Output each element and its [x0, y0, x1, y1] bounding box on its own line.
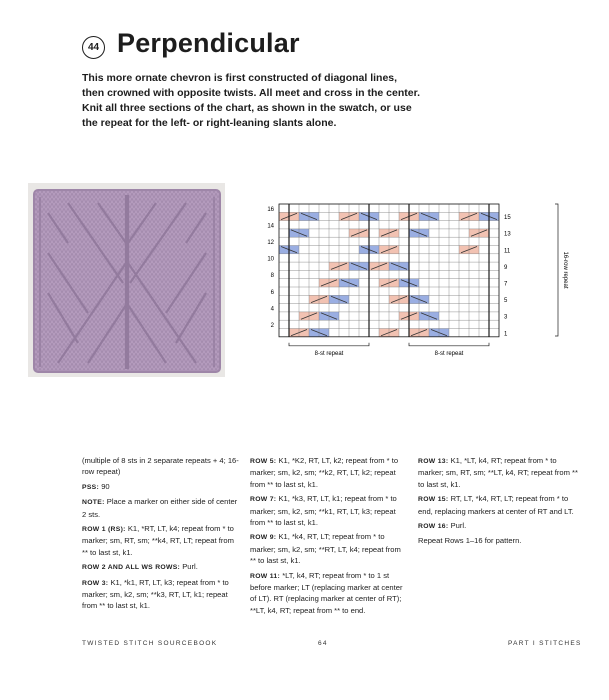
instruction-text: K1, *k1, RT, LT, k3; repeat from * to marker; sm, k2, sm; **k3, RT, LT, k1; repeat from ** to last st, k1.	[82, 577, 229, 611]
repeat-label-left: 8-st repeat	[314, 350, 344, 357]
instruction-label: PSS:	[82, 483, 100, 491]
instruction-text: Repeat Rows 1–16 for pattern.	[418, 536, 522, 546]
instruction-label: ROW 1 (RS):	[82, 526, 126, 534]
instruction-text: K1, *K2, RT, LT, k2; repeat from * to marker; sm, k2, sm; **k2, RT, LT, k2; repeat from ** to last st, k1.	[250, 456, 399, 489]
row-number-left: 8	[270, 273, 274, 280]
instruction-paragraph	[418, 493, 578, 517]
row-number-right: 1	[504, 331, 508, 338]
instructions-column-1	[82, 455, 240, 615]
instruction-label: ROW 15:	[418, 496, 449, 504]
row-number-right: 5	[504, 298, 508, 305]
instruction-label: ROW 3:	[82, 579, 109, 587]
row-number-left: 10	[267, 256, 274, 263]
instruction-paragraph	[82, 496, 240, 520]
row-number-left: 2	[270, 323, 274, 329]
instruction-paragraph	[418, 520, 578, 532]
instruction-paragraph	[250, 493, 408, 528]
instruction-label: ROW 16:	[418, 523, 449, 531]
row-number-left: 16	[267, 206, 274, 213]
instruction-text: *LT, k4, RT; repeat from * to 1 st before marker; LT (replacing marker at center of LT). RT (replacing marker at center of RT); **LT, k4, RT; repeat from ** to end.	[250, 570, 403, 615]
instruction-text: K1, *k4, RT, LT; repeat from * to marker; sm, k2, sm; **RT, LT, k4; repeat from ** to last st, k1.	[250, 532, 401, 566]
instruction-paragraph	[250, 570, 408, 617]
instruction-label: ROW 5:	[250, 458, 277, 465]
pattern-number-badge: 44	[82, 36, 105, 59]
instruction-text: K1, *k3, RT, LT, k1; repeat from * to marker; sm, k2, sm; **k1, RT, LT, k3; repeat from ** to last st, k1.	[250, 494, 397, 528]
instruction-text: RT, LT, *k4, RT, LT; repeat from * to end, replacing markers at center of RT and LT.	[418, 494, 574, 516]
instruction-label: ROW 7:	[250, 496, 277, 504]
instruction-text: K1, *LT, k4, RT; repeat from * to marker; sm, RT, sm; **LT, k4, RT; repeat from ** to last st, k1.	[418, 456, 578, 489]
instruction-paragraph	[82, 577, 240, 612]
instruction-text: Purl.	[182, 562, 198, 572]
stitch-chart	[255, 196, 575, 371]
instruction-paragraph	[418, 455, 578, 490]
instruction-paragraph	[82, 561, 240, 573]
row-number-left: 4	[270, 306, 274, 313]
instruction-paragraph	[250, 531, 408, 566]
row-number-right: 15	[504, 215, 511, 222]
intro-paragraph: This more ornate chevron is first constructed of diagonal lines, then crowned with opposite twists. All meet and cross in the center. Knit all three sections of the chart, as shown in the swatch, or use the repeat for the left- or right-leaning slants alone.	[82, 72, 421, 129]
row-number-right: 11	[504, 248, 511, 255]
page-title: Perpendicular	[117, 28, 300, 58]
row-number-right: 9	[504, 264, 508, 271]
instruction-text: 90	[101, 481, 110, 491]
row-number-left: 6	[270, 289, 274, 296]
instruction-paragraph	[82, 455, 240, 478]
footer-book-title: TWISTED STITCH SOURCEBOOK	[82, 640, 218, 647]
instruction-label: ROW 11:	[250, 572, 281, 580]
instruction-paragraph	[250, 455, 408, 490]
instruction-label: ROW 13:	[418, 458, 449, 465]
instruction-text: Purl.	[450, 521, 467, 531]
instruction-paragraph	[418, 535, 578, 546]
knitted-swatch-photo	[28, 183, 225, 377]
instruction-paragraph	[82, 481, 240, 493]
row-number-right: 3	[504, 314, 508, 321]
instructions-column-3	[418, 455, 578, 550]
row-number-right: 13	[504, 231, 511, 238]
repeat-label-right: 8-st repeat	[434, 350, 464, 357]
footer-section: PART I STITCHES	[508, 640, 582, 647]
instruction-text: (multiple of 8 sts in 2 separate repeats + 4; 16-row repeat)	[82, 456, 239, 477]
row-number-left: 14	[267, 223, 274, 230]
footer-page-number: 64	[318, 640, 328, 647]
instructions-column-2	[250, 455, 408, 619]
instruction-label: ROW 9:	[250, 534, 277, 542]
row-number-left: 12	[267, 240, 274, 246]
row-repeat-label: 16-row repeat	[562, 251, 568, 289]
instruction-paragraph	[82, 523, 240, 558]
row-number-right: 7	[504, 281, 508, 288]
instruction-label: NOTE:	[82, 499, 105, 507]
instruction-text: K1, *RT, LT, k4; repeat from * to marker; sm, RT, sm; **k4, RT, LT; repeat from ** to last st, k1.	[82, 524, 234, 557]
instruction-label: ROW 2 AND ALL WS ROWS:	[82, 564, 181, 572]
instruction-text: Place a marker on either side of center 2 sts.	[82, 497, 238, 519]
